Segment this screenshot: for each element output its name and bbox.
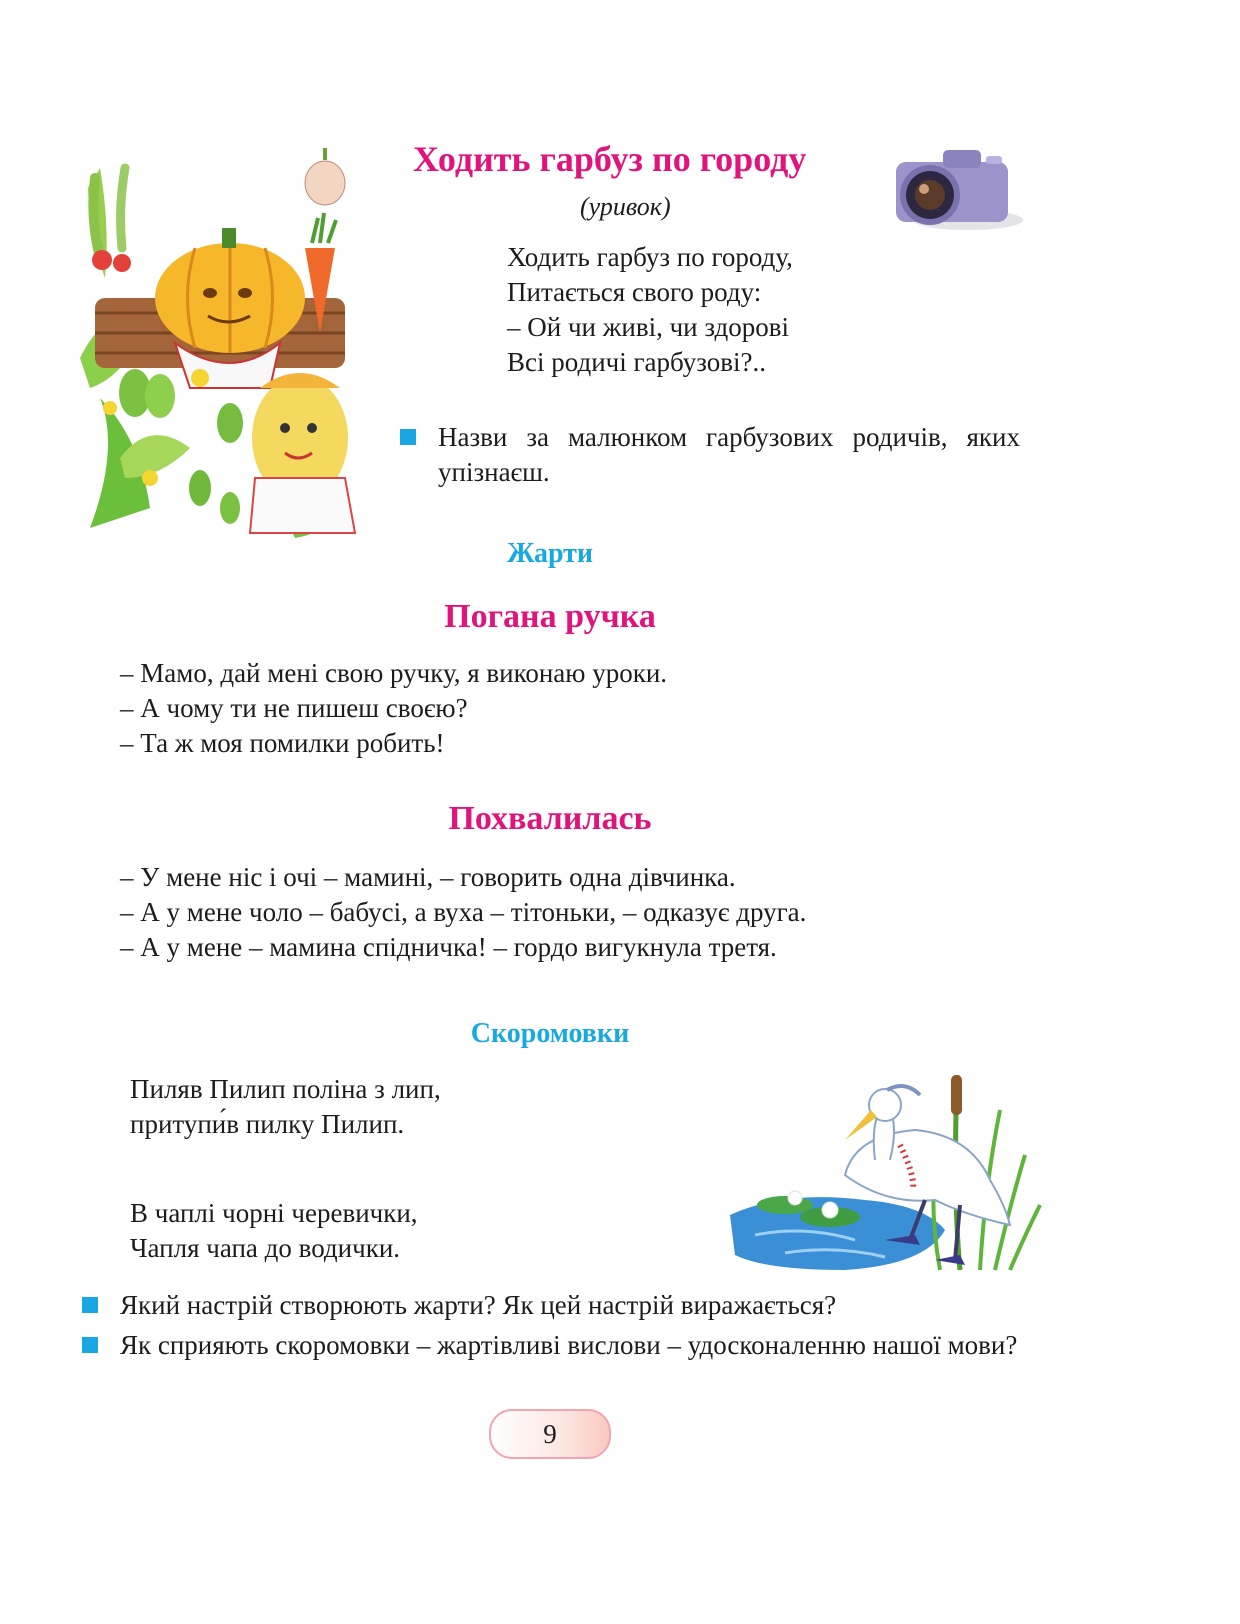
joke2-text: [120, 860, 806, 965]
dialogue-line: – А у мене – мамина спідничка! – гордо вигукнула третя.: [120, 932, 777, 962]
tongue-twisters-heading: Скоромовки: [470, 1018, 630, 1049]
joke2-title: Похвалилась: [448, 800, 652, 837]
question-item: [82, 1328, 1022, 1363]
joke1-text: [120, 656, 667, 761]
joke1-title: Погана ручка: [444, 598, 656, 635]
question-text: Який настрій створюють жарти? Як цей настрій виражається?: [120, 1290, 837, 1320]
twister-line: Пиляв Пилип поліна з лип,: [130, 1074, 441, 1104]
dialogue-line: – А у мене чоло – бабусі, а вуха – тітоньки, – одказує друга.: [120, 897, 807, 927]
dialogue-line: – А чому ти не пишеш своєю?: [120, 693, 468, 723]
twister-line: Чапля чапа до водички.: [130, 1233, 401, 1263]
poem-question: [400, 420, 1020, 490]
twister-line: притупи́в пилку Пилип.: [130, 1109, 405, 1139]
jokes-heading: Жарти: [506, 538, 594, 569]
poem-stanza: [507, 240, 793, 380]
pumpkin-family-illustration: [80, 148, 365, 543]
camera-icon: [888, 140, 1023, 235]
question-text: Назви за малюнком гарбузових родичів, яких упізнаєш.: [438, 422, 1020, 487]
poem-subtitle: (уривок): [580, 192, 671, 221]
question-item: [82, 1288, 1022, 1323]
dialogue-line: – Та ж моя помилки робить!: [120, 728, 445, 758]
bullet-square-icon: [82, 1297, 98, 1313]
poem-title: Ходить гарбуз по городу: [413, 139, 807, 179]
bullet-square-icon: [400, 429, 416, 445]
bullet-square-icon: [82, 1337, 98, 1353]
questions-list: [82, 1288, 1022, 1363]
poem-line: – Ой чи живі, чи здорові: [507, 312, 790, 342]
poem-line: Всі родичі гарбузові?..: [507, 347, 766, 377]
tongue-twister-2: [130, 1196, 418, 1266]
poem-line: Ходить гарбуз по городу,: [507, 242, 793, 272]
twister-line: В чаплі чорні черевички,: [130, 1198, 418, 1228]
heron-illustration: [725, 1065, 1045, 1275]
question-text: Як сприяють скоромовки – жартівливі вислови – удосконаленню нашої мови?: [120, 1330, 1018, 1360]
page-number: 9: [489, 1409, 611, 1459]
dialogue-line: – У мене ніс і очі – мамині, – говорить одна дівчинка.: [120, 862, 736, 892]
poem-line: Питається свого роду:: [507, 277, 762, 307]
dialogue-line: – Мамо, дай мені свою ручку, я виконаю уроки.: [120, 658, 668, 688]
tongue-twister-1: [130, 1072, 441, 1142]
